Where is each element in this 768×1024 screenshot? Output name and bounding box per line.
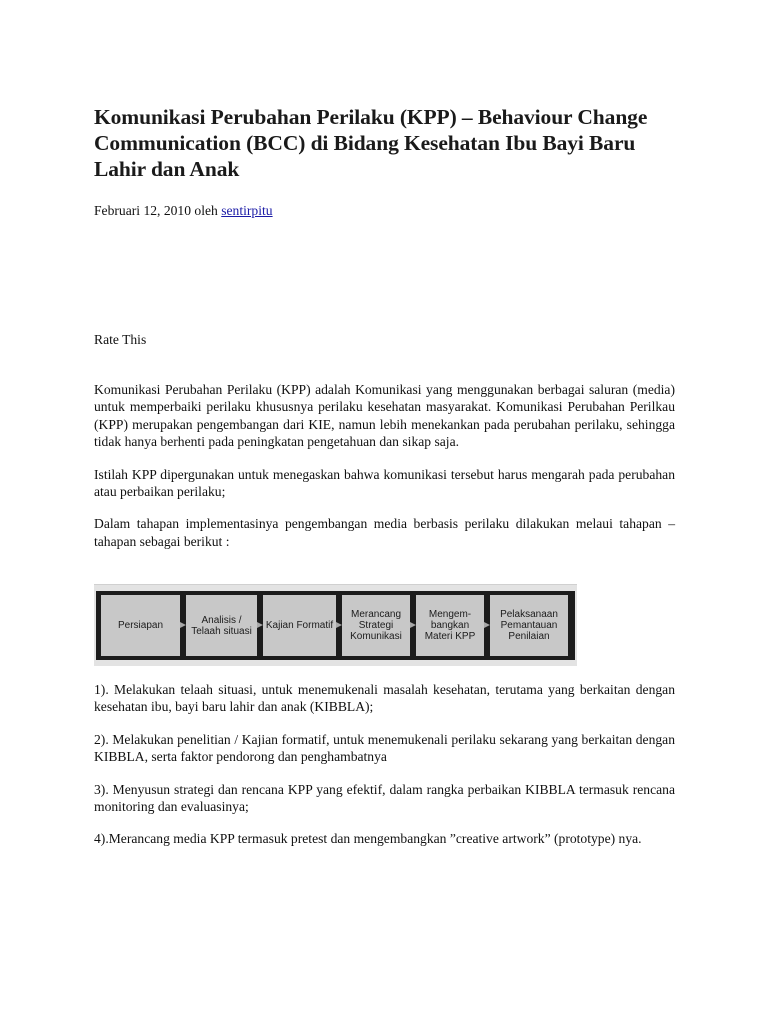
article [94, 104, 675, 847]
list-item: 2). Melakukan penelitian / Kajian formatif, untuk menemukenali perilaku sekarang yang berkaitan dengan KIBBLA, serta faktor pendorong dan penghambatnya [94, 731, 675, 765]
paragraph: Istilah KPP dipergunakan untuk menegaskan bahwa komunikasi tersebut harus mengarah pada perubahan atau perbaikan perilaku; [94, 466, 675, 500]
list-item: 1). Melakukan telaah situasi, untuk menemukenali masalah kesehatan, terutama yang berkaitan dengan kesehatan ibu, bayi baru lahir dan anak (KIBBLA); [94, 682, 675, 715]
post-date: Februari 12, 2010 oleh [94, 203, 222, 218]
step-list [94, 681, 675, 863]
paragraph: Komunikasi Perubahan Perilaku (KPP) adalah Komunikasi yang menggunakan berbagai saluran (media) untuk memperbaiki perilaku khususnya perilaku kesehatan masyarakat. Komunikasi Perubahan Perilkau (KPP) merupakan pengembangan dari KIE, namun lebih menekankan pada perubahan perilaku, sehingga tidak hanya berhenti pada peningkatan pengetahuan dan sikap saja. [94, 382, 675, 450]
author-link[interactable]: sentirpitu [221, 203, 273, 218]
article-meta [94, 202, 675, 219]
rate-this-label[interactable]: Rate This [94, 332, 147, 347]
article-title: Komunikasi Perubahan Perilaku (KPP) – Behaviour Change Communication (BCC) di Bidang Kesehatan Ibu Bayi Baru Lahir dan Anak [94, 105, 648, 181]
flow-step-mengembangkan: Mengem-bangkan Materi KPP [416, 595, 484, 656]
flow-step-merancang: Merancang Strategi Komunikasi [342, 595, 410, 656]
article-body [94, 381, 675, 565]
flow-step-kajian: Kajian Formatif [263, 595, 336, 656]
flow-step-persiapan: Persiapan [101, 595, 180, 656]
paragraph: Dalam tahapan implementasinya pengembangan media berbasis perilaku dilakukan melaui tahapan – tahapan sebagai berikut : [94, 516, 675, 549]
list-item: 3). Menyusun strategi dan rencana KPP yang efektif, dalam rangka perbaikan KIBBLA termasuk rencana monitoring dan evaluasinya; [94, 781, 675, 815]
flow-step-analisis: Analisis / Telaah situasi [186, 595, 257, 656]
flow-step-pelaksanaan: Pelaksanaan Pemantauan Penilaian [490, 595, 568, 656]
list-item: 4).Merancang media KPP termasuk pretest dan mengembangkan ”creative artwork” (prototype) nya. [94, 831, 642, 847]
process-flow-diagram [94, 584, 577, 666]
